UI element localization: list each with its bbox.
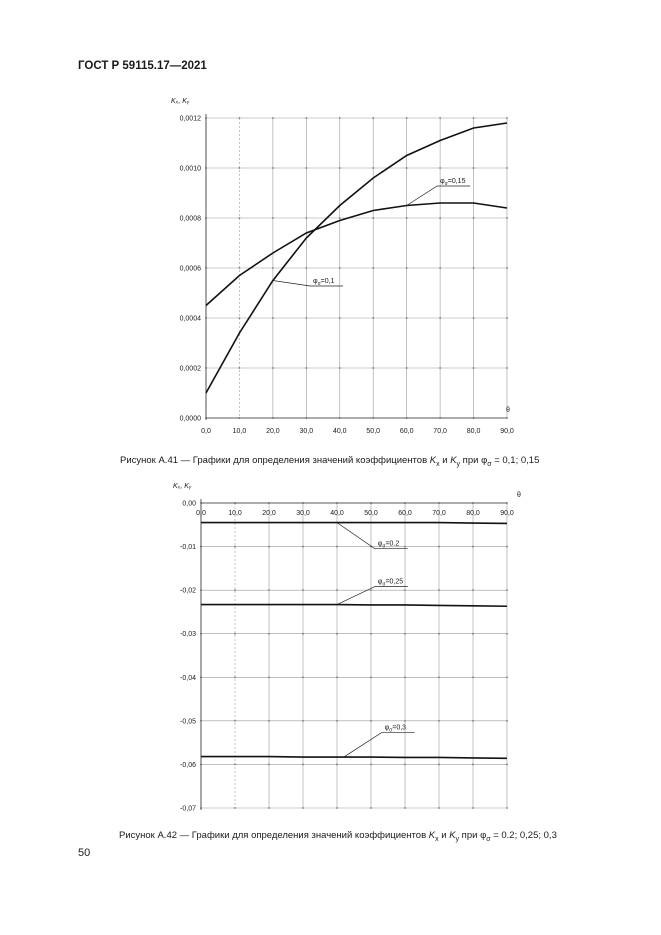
grid-node-dot [268,589,270,591]
figure-caption-a42 [119,830,557,843]
caption-ky-sub: y [456,460,461,468]
x-axis-title: θ [517,492,521,499]
grid-node-dot [234,807,236,809]
x-tick-label: 20,0 [262,510,276,517]
series-line-1 [201,523,507,524]
x-tick-label: 40,0 [330,510,344,517]
grid-node-dot [268,633,270,635]
series-annotation-2: $\varphi_\sigma=0,1$ [313,278,335,287]
grid-node-dot [336,633,338,635]
y-tick-label: -0,03 [180,631,196,639]
grid-node-dot [438,764,440,766]
grid-node-dot [302,546,304,548]
grid-node-dot [404,676,406,678]
grid-node-dot [268,764,270,766]
x-tick-label: 70,0 [433,428,447,435]
y-tick-label: 0,0008 [179,215,201,223]
series-line-2 [201,605,507,607]
grid-node-dot [438,720,440,722]
y-tick-label: 0,0006 [179,265,201,273]
y-tick-label: 0,0010 [179,165,201,173]
caption-kx: K [429,455,437,466]
y-tick-label: -0,07 [180,805,196,813]
y-tick-label: -0,01 [180,544,196,552]
grid-node-dot [472,720,474,722]
x-tick-label: 40,0 [332,428,347,435]
caption-prefix: Рисунок А.42 — Графики для определения значений коэффициентов [119,830,429,841]
y-axis-title: Kₓ, Kᵧ [171,98,190,105]
grid-node-dot [472,589,474,591]
grid-node-dot [336,764,338,766]
series-line-3 [201,757,507,759]
caption-at: при [460,455,482,466]
grid-node-dot [370,676,372,678]
x-tick-label: 10,0 [232,428,247,435]
caption-ky-sub: y [455,835,460,843]
y-tick-label: -0,05 [180,718,196,726]
caption-phi: φ [480,830,487,841]
grid-node-dot [336,589,338,591]
grid-node-dot [268,720,270,722]
grid-node-dot [404,546,406,548]
series-annotation-3: $\varphi_\sigma=0,3$ [384,724,407,734]
x-tick-label: 60,0 [398,510,412,517]
x-tick-label: 60,0 [399,428,414,435]
x-tick-label: 90,0 [500,510,514,517]
x-tick-label: 80,0 [466,510,480,517]
grid-node-dot [336,546,338,548]
caption-kx-sub: x [436,460,440,468]
page-number: 50 [78,847,91,859]
grid-node-dot [336,720,338,722]
grid-node-dot [404,589,406,591]
x-tick-label: 0,0 [196,510,206,517]
grid-node-dot [234,764,236,766]
grid-node-dot [472,807,474,809]
grid-node-dot [472,764,474,766]
x-axis-title: θ [506,407,510,414]
grid-node-dot [370,807,372,809]
caption-prefix: Рисунок А.41 — Графики для определения значений коэффициентов [120,455,430,466]
grid-node-dot [438,676,440,678]
grid-node-dot [404,807,406,809]
x-tick-label: 80,0 [466,428,481,435]
caption-suffix: = 0,1; 0,15 [491,455,540,466]
y-tick-label: 0,0004 [179,315,201,323]
grid-node-dot [336,676,338,678]
grid-node-dot [438,546,440,548]
x-tick-label: 10,0 [228,510,242,517]
grid-node-dot [506,589,508,591]
grid-node-dot [472,676,474,678]
caption-phi-sub: σ [486,835,491,843]
grid-node-dot [302,764,304,766]
grid-node-dot [370,589,372,591]
caption-phi-sub: σ [487,460,492,468]
grid-node-dot [506,807,508,809]
x-tick-label: 30,0 [296,510,310,517]
series-annotation-1: $\varphi_\sigma=0.2$ [377,540,400,550]
grid-node-dot [302,720,304,722]
grid-node-dot [234,633,236,635]
series-annotation-1: $\varphi_\sigma=0,15$ [440,178,466,187]
grid-node-dot [302,676,304,678]
grid-node-dot [370,720,372,722]
x-tick-label: 50,0 [366,428,381,435]
grid-node-dot [268,807,270,809]
y-tick-label: -0,06 [180,761,196,769]
grid-node-dot [506,720,508,722]
grid-node-dot [472,633,474,635]
grid-node-dot [404,720,406,722]
grid-node-dot [268,546,270,548]
grid-node-dot [234,676,236,678]
caption-kx-sub: x [435,835,439,843]
series-annotation-2: $\varphi_\sigma=0,25$ [377,578,404,588]
grid-node-dot [234,546,236,548]
x-tick-label: 20,0 [266,428,280,435]
grid-node-dot [268,676,270,678]
grid-node-dot [404,764,406,766]
grid-node-dot [336,807,338,809]
grid-node-dot [302,633,304,635]
grid-node-dot [472,546,474,548]
document-header: ГОСТ Р 59115.17—2021 [78,60,207,72]
caption-phi: φ [481,455,488,466]
y-tick-label: -0,04 [180,674,196,682]
y-tick-label: 0,00 [182,500,196,508]
caption-and: и [438,830,450,841]
grid-node-dot [506,764,508,766]
caption-and: и [439,455,451,466]
grid-node-dot [404,633,406,635]
caption-kx: K [428,830,436,841]
grid-node-dot [506,633,508,635]
y-tick-label: 0,0000 [179,415,201,423]
annotation-leader-line [337,587,408,605]
y-axis-title: Kₓ, Kᵧ [173,483,192,490]
grid-node-dot [302,807,304,809]
x-tick-label: 70,0 [432,510,446,517]
grid-node-dot [234,720,236,722]
grid-node-dot [370,764,372,766]
grid-node-dot [506,676,508,678]
grid-node-dot [438,589,440,591]
annotation-leader-line [344,733,415,757]
y-tick-label: 0,0002 [179,365,201,373]
grid-node-dot [370,633,372,635]
grid-node-dot [438,633,440,635]
x-tick-label: 90,0 [500,428,514,435]
grid-node-dot [506,546,508,548]
x-tick-label: 30,0 [299,428,314,435]
caption-at: при [459,830,481,841]
caption-ky: K [449,830,456,841]
caption-suffix: = 0.2; 0,25; 0,3 [490,830,557,841]
y-tick-label: 0,0012 [179,115,201,123]
x-tick-label: 0,0 [201,428,211,435]
caption-ky: K [450,455,457,466]
y-tick-label: -0,02 [180,587,196,595]
grid-node-dot [438,807,440,809]
grid-node-dot [302,589,304,591]
grid-node-dot [234,589,236,591]
x-tick-label: 50,0 [364,510,378,517]
